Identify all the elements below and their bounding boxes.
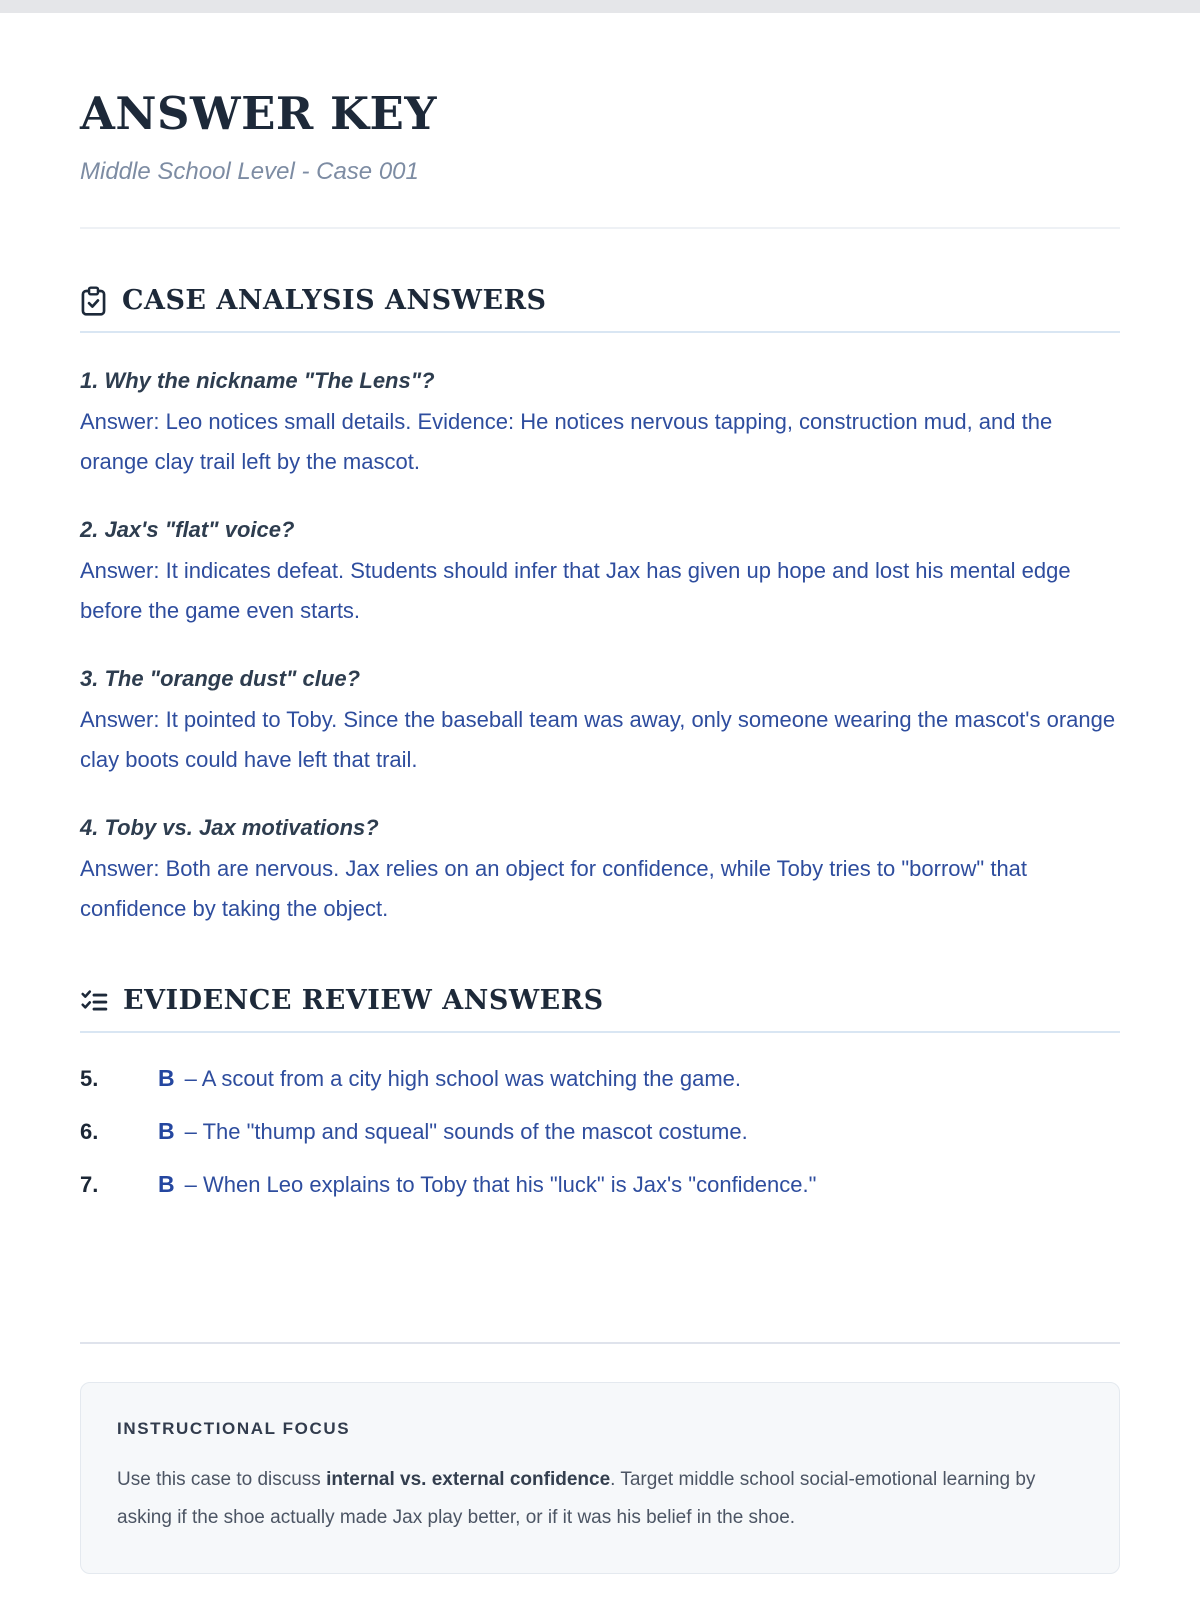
question-text: 1. Why the nickname "The Lens"?	[80, 368, 435, 393]
item-text: – When Leo explains to Toby that his "luck" is Jax's "confidence."	[184, 1172, 817, 1197]
answer-text: Answer: Both are nervous. Jax relies on an object for confidence, while Toby tries to "borrow" that confidence by taking the object.	[80, 856, 1028, 921]
answer-text: Answer: It indicates defeat. Students should infer that Jax has given up hope and lost his mental edge before the game even starts.	[80, 558, 1071, 623]
section-evidence-review	[80, 985, 1120, 1202]
focus-text-bold: internal vs. external confidence	[326, 1469, 611, 1490]
focus-text	[117, 1461, 1083, 1537]
question-text: 3. The "orange dust" clue?	[80, 666, 361, 691]
focus-text-before: Use this case to discuss	[117, 1469, 327, 1490]
section-title: EVIDENCE REVIEW ANSWERS	[123, 985, 604, 1016]
qa-item	[80, 515, 1120, 631]
question-text: 2. Jax's "flat" voice?	[80, 517, 295, 542]
item-number: 5.	[80, 1066, 99, 1091]
focus-text-after: . Target middle school social-emotional learning by asking if the shoe actually made Jax play better, or if it was his belief in the shoe.	[117, 1469, 1036, 1528]
section-heading-evidence-review	[80, 985, 1120, 1033]
answer-letter: B	[158, 1118, 175, 1144]
qa-item	[80, 366, 1120, 482]
focus-heading: INSTRUCTIONAL FOCUS	[117, 1419, 351, 1438]
page-title: ANSWER KEY	[80, 87, 437, 140]
focus-box	[80, 1382, 1120, 1574]
qa-item	[80, 664, 1120, 780]
evidence-item	[80, 1167, 1120, 1202]
answer-letter: B	[158, 1171, 175, 1197]
evidence-list	[80, 1061, 1120, 1202]
item-number: 6.	[80, 1119, 99, 1144]
item-number: 7.	[80, 1172, 99, 1197]
bottom-divider	[80, 1342, 1120, 1344]
item-text: – A scout from a city high school was watching the game.	[184, 1066, 742, 1091]
question-text: 4. Toby vs. Jax motivations?	[80, 815, 379, 840]
answer-key-page	[0, 87, 1200, 1574]
answer-text: Answer: Leo notices small details. Evidence: He notices nervous tapping, construction mud, and the orange clay trail left by the mascot.	[80, 409, 1053, 474]
top-bar	[0, 0, 1200, 13]
answer-text: Answer: It pointed to Toby. Since the baseball team was away, only someone wearing the mascot's orange clay boots could have left that trail.	[80, 707, 1116, 772]
section-title: CASE ANALYSIS ANSWERS	[122, 285, 547, 316]
header-divider	[80, 227, 1120, 229]
clipboard-check-icon	[80, 286, 107, 316]
section-heading-case-analysis	[80, 285, 1120, 333]
item-text: – The "thump and squeal" sounds of the mascot costume.	[184, 1119, 748, 1144]
page-subtitle: Middle School Level - Case 001	[80, 158, 419, 185]
checklist-icon	[80, 988, 108, 1014]
section-case-analysis	[80, 285, 1120, 929]
answer-letter: B	[158, 1065, 175, 1091]
evidence-item	[80, 1061, 1120, 1096]
evidence-item	[80, 1114, 1120, 1149]
qa-item	[80, 813, 1120, 929]
